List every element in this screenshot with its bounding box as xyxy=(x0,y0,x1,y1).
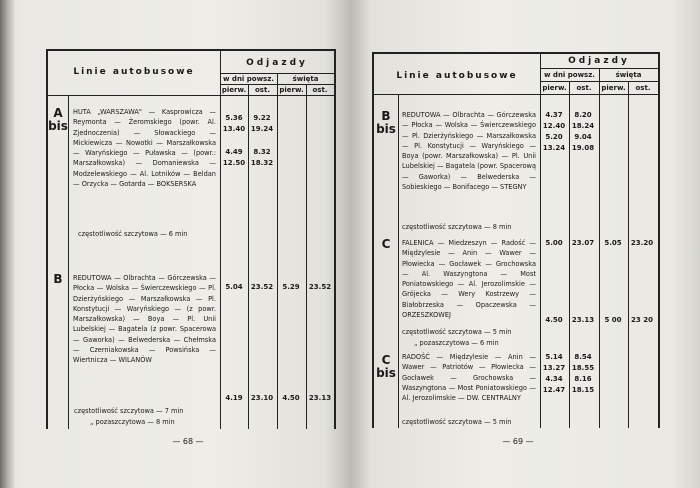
departure-time: 13.24 xyxy=(542,144,566,152)
frequency-text: „ pozaszczytowa — 8 min xyxy=(90,418,175,426)
first-header: pierw. xyxy=(279,86,304,94)
departure-time: 23 20 xyxy=(631,316,653,324)
holidays-header: święta xyxy=(292,75,319,83)
routes-header: Linie autobusowe xyxy=(73,67,195,77)
departure-time: 4.50 xyxy=(282,394,300,402)
route-description: REDUTOWA — Olbrachta — Górczewska — Płocka — Wolska — Świerczewskiego — Pl. Dzierżyńskiego — Marszałkowska — Pl. Konstytucji — Waryńskiego — Boya (powr. Marszałkowska) — Pl. Unii Lubelskiej — Bagatela (powr. Spacerową — Gaworka) — Belwederska — Sobieskiego — Bonifacego — STEGNY xyxy=(402,111,536,192)
first-header: pierw. xyxy=(601,84,626,92)
departure-time: 5.04 xyxy=(225,283,243,291)
departure-time: 19.08 xyxy=(571,144,595,152)
frequency-text: „ pozaszczytowa — 6 min xyxy=(414,339,499,347)
frequency-text: częstotliwość szczytowa — 7 min xyxy=(74,407,184,415)
departure-time: 5.14 xyxy=(545,353,563,361)
departure-time: 12.50 xyxy=(222,159,246,167)
departure-time: 18.15 xyxy=(571,386,595,394)
frequency-text: częstotliwość szczytowa — 6 min xyxy=(78,230,188,238)
departure-time: 9.04 xyxy=(574,133,592,141)
page-edge xyxy=(0,0,14,488)
departure-time: 23.13 xyxy=(308,394,332,402)
departure-time: 8.54 xyxy=(574,353,592,361)
page-number: — 69 — xyxy=(502,437,534,446)
departure-time: 4.49 xyxy=(225,148,243,156)
departure-time: 4.34 xyxy=(545,375,563,383)
page-number: — 68 — xyxy=(172,437,204,446)
last-header: ost. xyxy=(255,86,270,94)
right-page xyxy=(350,0,700,488)
route-description: FALENICA — Miedzeszyn — Radość — Międzylesie — Anin — Wawer — Płowiecka — Gocławek — Grochowska — Al. Waszyngtona — Most Poniatowskiego — Al. Jerozolimskie — Grójecka — Wery Kostrzewy — Białobrzeska — Opaczewska — ORZESZKOWEJ xyxy=(402,239,536,320)
departure-time: 12.47 xyxy=(542,386,566,394)
departure-time: 5.00 xyxy=(545,239,563,247)
departure-time: 8.20 xyxy=(574,111,592,119)
holidays-header: święta xyxy=(615,71,642,79)
frequency-text: częstotliwość szczytowa — 5 min xyxy=(402,328,512,336)
departure-time: 23.10 xyxy=(250,394,274,402)
departure-time: 23.13 xyxy=(571,316,595,324)
first-header: pierw. xyxy=(542,84,567,92)
departure-time: 18.24 xyxy=(571,122,595,130)
line-code: A bis xyxy=(48,106,68,133)
departure-time: 5.20 xyxy=(545,133,563,141)
departure-time: 4.50 xyxy=(545,316,563,324)
departures-header: Odjazdy xyxy=(568,56,630,66)
departure-time: 8.16 xyxy=(574,375,592,383)
departure-time: 18.55 xyxy=(571,364,595,372)
departure-time: 5 00 xyxy=(604,316,622,324)
departure-time: 19.24 xyxy=(250,125,274,133)
last-header: ost. xyxy=(312,86,328,94)
last-header: ost. xyxy=(576,84,592,92)
departure-time: 13.40 xyxy=(222,125,246,133)
departure-time: 8.32 xyxy=(253,148,271,156)
timetable-left xyxy=(46,49,336,429)
route-description: REDUTOWA — Olbrachta — Górczewska — Płocka — Wolska — Świerczewskiego — Pl. Dzierżyńskiego — Marszałkowska — Pl. Konstytucji — Waryńskiego — (z powr. Marszałkowska) — Boya — Pl. Unii Lubelskiej — Bagatela (z powr. Spacerowa — Gaworka) — Belwederska — Chełmska — Czerniakowska — Powsińska — Wiertnicza — WILANÓW xyxy=(73,274,216,365)
weekdays-header: w dni powsz. xyxy=(223,75,274,83)
departure-time: 5.36 xyxy=(225,114,243,122)
line-code: C xyxy=(381,237,391,251)
last-header: ost. xyxy=(635,84,651,92)
route-description: RADOŚĆ — Międzylesie — Anin — Wawer — Patriotów — Płowiecka — Gocławek — Grochowska — Waszyngtona — Most Poniatowskiego — Al. Jerozolimskie — DW. CENTRALNY xyxy=(402,353,536,403)
departure-time: 12.40 xyxy=(542,122,566,130)
line-code: C bis xyxy=(376,353,396,380)
route-description: HUTA „WARSZAWA" — Kasprowicza — Reymonta — Żeromskiego (powr. Al. Zjednoczenia) — Słowackiego — Mickiewicza — Nowotki — Marszałkowska — Waryńskiego — Puławska — (powr.: Marszałkowska) — Domaniewska — Modzelewskiego — Al. Lotników — Beldan — Orzycka — Gotarda — BOKSERSKA xyxy=(73,108,216,189)
departure-time: 4.37 xyxy=(545,111,563,119)
departure-time: 23.52 xyxy=(308,283,332,291)
line-code: B bis xyxy=(376,109,396,136)
departure-time: 23.20 xyxy=(630,239,654,247)
weekdays-header: w dni powsz. xyxy=(544,71,595,79)
first-header: pierw. xyxy=(221,86,247,94)
frequency-text: częstotliwość szczytowa — 8 min xyxy=(402,223,512,231)
departure-time: 13.27 xyxy=(542,364,566,372)
departure-time: 18.32 xyxy=(250,159,274,167)
departure-time: 23.07 xyxy=(571,239,595,247)
routes-header: Linie autobusowe xyxy=(396,71,518,81)
timetable-right xyxy=(372,52,660,428)
frequency-text: częstotliwość szczytowa — 5 min xyxy=(402,418,512,426)
line-code: B xyxy=(53,272,63,286)
departure-time: 4.19 xyxy=(225,394,243,402)
departure-time: 23.52 xyxy=(250,283,274,291)
departure-time: 9.22 xyxy=(253,114,271,122)
departure-time: 5.05 xyxy=(604,239,622,247)
departures-header: Odjazdy xyxy=(246,58,308,68)
departure-time: 5.29 xyxy=(282,283,300,291)
